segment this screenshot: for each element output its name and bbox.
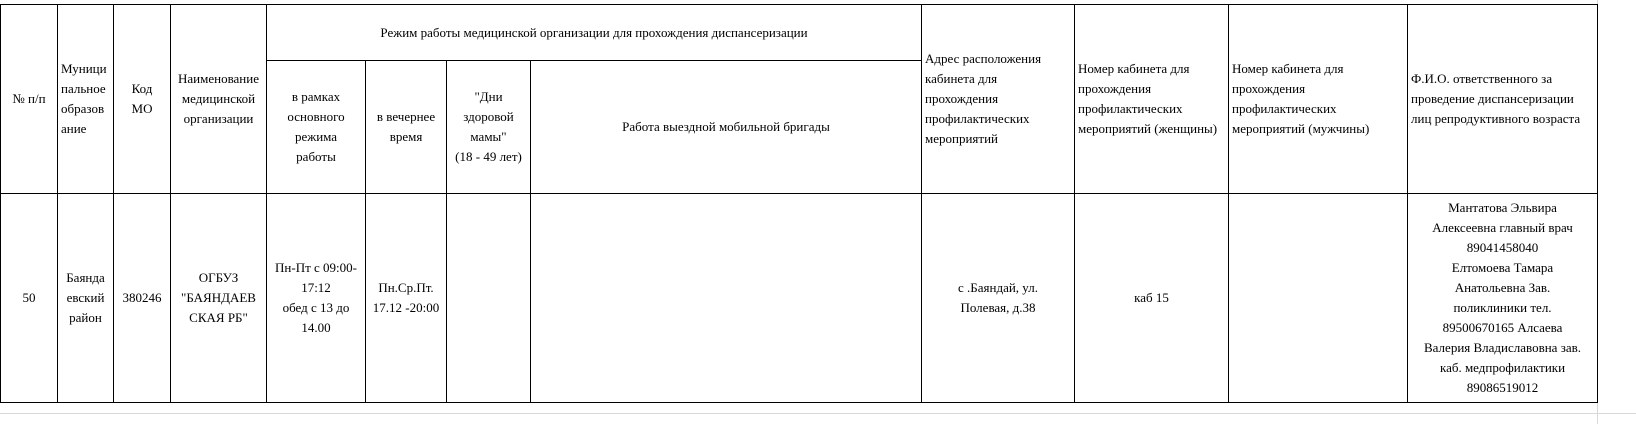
cell-main-mode: Пн-Пт с 09:00- 17:12 обед с 13 до 14.00 <box>267 194 366 403</box>
header-room-women: Номер кабинета для прохождения профилактических мероприятий (женщины) <box>1075 5 1229 194</box>
cell-num: 50 <box>1 194 58 403</box>
header-row-top <box>1 5 1598 61</box>
cell-org-name: ОГБУЗ "БАЯНДАЕВ СКАЯ РБ" <box>171 194 267 403</box>
table-row <box>1 194 1598 403</box>
header-code-mo: Код МО <box>114 5 171 194</box>
header-municipality: Муници пальное образов ание <box>58 5 114 194</box>
cell-address: с .Баяндай, ул. Полевая, д.38 <box>922 194 1075 403</box>
dispensary-schedule-table <box>0 4 1598 403</box>
cell-responsible: Мантатова Эльвира Алексеевна главный врач 89041458040 Елтомоева Тамара Анатольевна Зав. поликлиники тел. 89500670165 Алсаева Валерия Владиславовна зав. каб. медпрофилактики 89086519012 <box>1408 194 1598 403</box>
cell-room-men <box>1229 194 1408 403</box>
header-work-mode: Режим работы медицинской организации для прохождения диспансеризации <box>267 5 922 61</box>
cell-evening: Пн.Ср.Пт. 17.12 -20:00 <box>366 194 447 403</box>
cell-mobile-team <box>531 194 922 403</box>
header-mobile-team: Работа выездной мобильной бригады <box>531 61 922 194</box>
header-main-mode: в рамках основного режима работы <box>267 61 366 194</box>
gridline <box>0 413 1636 414</box>
header-evening: в вечернее время <box>366 61 447 194</box>
header-room-men: Номер кабинета для прохождения профилактических мероприятий (мужчины) <box>1229 5 1408 194</box>
cell-room-women: каб 15 <box>1075 194 1229 403</box>
header-responsible: Ф.И.О. ответственного за проведение диспансеризации лиц репродуктивного возраста <box>1408 5 1598 194</box>
header-address: Адрес расположения кабинета для прохождения профилактических мероприятий <box>922 5 1075 194</box>
cell-municipality: Баянда евский район <box>58 194 114 403</box>
header-org-name: Наименование медицинской организации <box>171 5 267 194</box>
header-num: № п/п <box>1 5 58 194</box>
header-healthy-mom: "Дни здоровой мамы" (18 - 49 лет) <box>447 61 531 194</box>
cell-healthy-mom <box>447 194 531 403</box>
cell-code-mo: 380246 <box>114 194 171 403</box>
